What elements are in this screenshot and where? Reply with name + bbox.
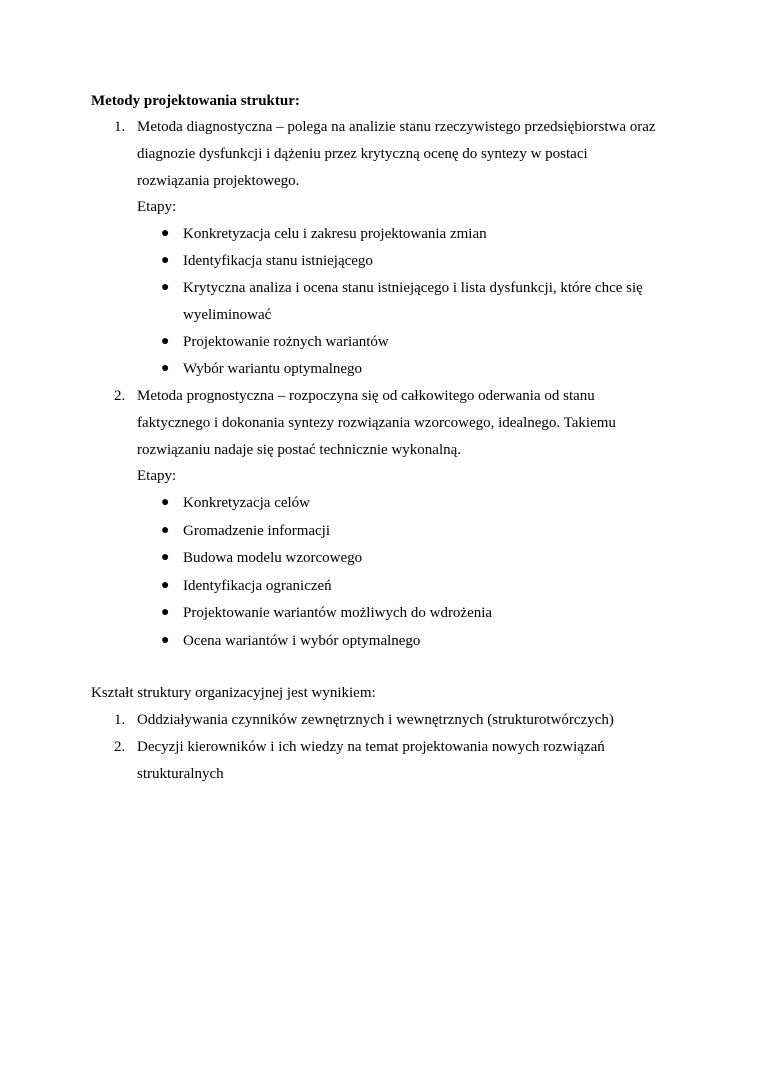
stage-item: Krytyczna analiza i ocena stanu istniejącego i lista dysfunkcji, które chce się: [183, 280, 643, 296]
stage-item: Projektowanie rożnych wariantów: [183, 334, 389, 350]
stage-item: Projektowanie wariantów możliwych do wdrożenia: [183, 605, 493, 621]
stage-item: Konkretyzacja celów: [183, 495, 311, 511]
method-text-line: rozwiązania projektowego.: [137, 173, 300, 189]
result-text-line: Oddziaływania czynników zewnętrznych i wewnętrznych (strukturotwórczych): [137, 712, 614, 728]
method-text-line: rozwiązaniu nadaje się postać technicznie wykonalną.: [137, 442, 462, 458]
bullet-icon: ●: [161, 253, 170, 268]
section-heading: Metody projektowania struktur:: [91, 93, 300, 109]
method-text-line: diagnozie dysfunkcji i dążeniu przez krytyczną ocenę do syntezy w postaci: [137, 146, 588, 162]
bullet-icon: ●: [161, 523, 170, 538]
method-text-line: Metoda prognostyczna – rozpoczyna się od całkowitego oderwania od stanu: [137, 388, 595, 404]
stages-label: Etapy:: [137, 199, 177, 215]
stage-item: Gromadzenie informacji: [183, 523, 331, 539]
bullet-icon: ●: [161, 633, 170, 648]
result-text-line: strukturalnych: [137, 766, 224, 782]
bullet-icon: ●: [161, 226, 170, 241]
stages-label: Etapy:: [137, 468, 177, 484]
stage-item: Budowa modelu wzorcowego: [183, 550, 363, 566]
stage-item-continuation: wyeliminować: [183, 307, 272, 323]
bullet-icon: ●: [161, 280, 170, 295]
bullet-icon: ●: [161, 550, 170, 565]
method-text-line: Metoda diagnostyczna – polega na analizie stanu rzeczywistego przedsiębiorstwa oraz: [137, 119, 656, 135]
bullet-icon: ●: [161, 361, 170, 376]
method-text-line: faktycznego i dokonania syntezy rozwiązania wzorcowego, idealnego. Takiemu: [137, 415, 616, 431]
result-number: 2.: [114, 739, 126, 755]
section-heading: Kształt struktury organizacyjnej jest wynikiem:: [91, 685, 376, 701]
method-number: 2.: [114, 388, 126, 404]
stage-item: Identyfikacja ograniczeń: [183, 578, 332, 594]
stage-item: Identyfikacja stanu istniejącego: [183, 253, 373, 269]
bullet-icon: ●: [161, 605, 170, 620]
stage-item: Wybór wariantu optymalnego: [183, 361, 363, 377]
bullet-icon: ●: [161, 578, 170, 593]
method-number: 1.: [114, 119, 126, 135]
bullet-icon: ●: [161, 334, 170, 349]
result-text-line: Decyzji kierowników i ich wiedzy na temat projektowania nowych rozwiązań: [137, 739, 605, 755]
result-number: 1.: [114, 712, 126, 728]
stage-item: Ocena wariantów i wybór optymalnego: [183, 633, 421, 649]
stage-item: Konkretyzacja celu i zakresu projektowania zmian: [183, 226, 487, 242]
bullet-icon: ●: [161, 495, 170, 510]
